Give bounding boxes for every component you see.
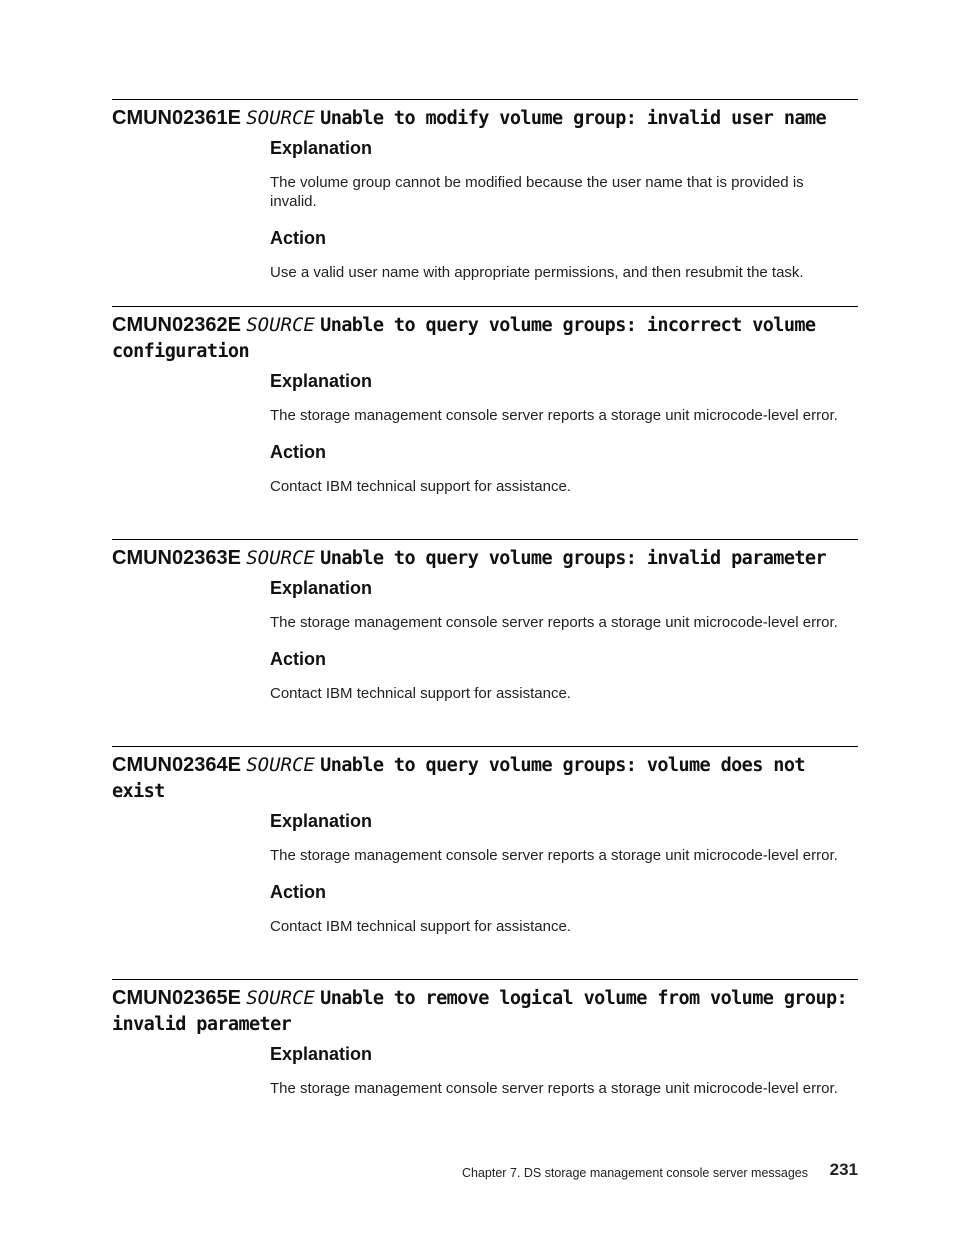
message-entry-cmun02364e	[112, 746, 858, 936]
message-heading	[112, 545, 858, 572]
page-number: 231	[829, 1160, 858, 1179]
explanation-heading: Explanation	[270, 1044, 373, 1064]
message-body	[270, 370, 858, 496]
message-source: SOURCE	[246, 314, 315, 336]
explanation-text: The storage management console server reports a storage unit microcode-level error.	[270, 847, 838, 864]
action-text: Contact IBM technical support for assistance.	[270, 685, 571, 702]
message-id: CMUN02364E	[112, 754, 241, 776]
explanation-text: The volume group cannot be modified because the user name that is provided is invalid.	[270, 174, 804, 210]
action-text: Contact IBM technical support for assistance.	[270, 918, 571, 935]
explanation-heading: Explanation	[270, 811, 373, 831]
message-body	[270, 137, 858, 282]
action-text: Use a valid user name with appropriate permissions, and then resubmit the task.	[270, 264, 804, 281]
message-source: SOURCE	[246, 754, 315, 776]
explanation-heading: Explanation	[270, 371, 373, 391]
explanation-text: The storage management console server reports a storage unit microcode-level error.	[270, 1080, 838, 1097]
message-heading	[112, 105, 858, 132]
explanation-text: The storage management console server reports a storage unit microcode-level error.	[270, 614, 838, 631]
message-heading	[112, 752, 858, 805]
message-text: Unable to remove logical volume from volume group: invalid parameter	[112, 988, 848, 1035]
action-text: Contact IBM technical support for assistance.	[270, 478, 571, 495]
footer-chapter-title: Chapter 7. DS storage management console server messages	[462, 1166, 809, 1180]
message-entry-cmun02365e	[112, 979, 858, 1098]
message-source: SOURCE	[246, 547, 315, 569]
message-id: CMUN02363E	[112, 547, 241, 569]
message-id: CMUN02365E	[112, 987, 241, 1009]
message-text: Unable to query volume groups: invalid parameter	[320, 548, 826, 569]
message-body	[270, 810, 858, 936]
message-heading	[112, 312, 858, 365]
message-text: Unable to query volume groups: volume does not exist	[112, 755, 805, 802]
message-text: Unable to query volume groups: incorrect volume configuration	[112, 315, 816, 362]
action-heading: Action	[270, 649, 326, 669]
action-heading: Action	[270, 882, 326, 902]
message-heading	[112, 985, 858, 1038]
message-entry-cmun02362e	[112, 306, 858, 496]
message-body	[270, 577, 858, 703]
message-entry-cmun02363e	[112, 539, 858, 703]
message-body	[270, 1043, 858, 1098]
explanation-heading: Explanation	[270, 138, 373, 158]
explanation-text: The storage management console server reports a storage unit microcode-level error.	[270, 407, 838, 424]
explanation-heading: Explanation	[270, 578, 373, 598]
message-source: SOURCE	[246, 107, 315, 129]
message-source: SOURCE	[246, 987, 315, 1009]
action-heading: Action	[270, 228, 326, 248]
message-entry-cmun02361e	[112, 99, 858, 282]
message-text: Unable to modify volume group: invalid user name	[320, 108, 826, 129]
message-id: CMUN02362E	[112, 314, 241, 336]
action-heading: Action	[270, 442, 326, 462]
message-id: CMUN02361E	[112, 107, 241, 129]
